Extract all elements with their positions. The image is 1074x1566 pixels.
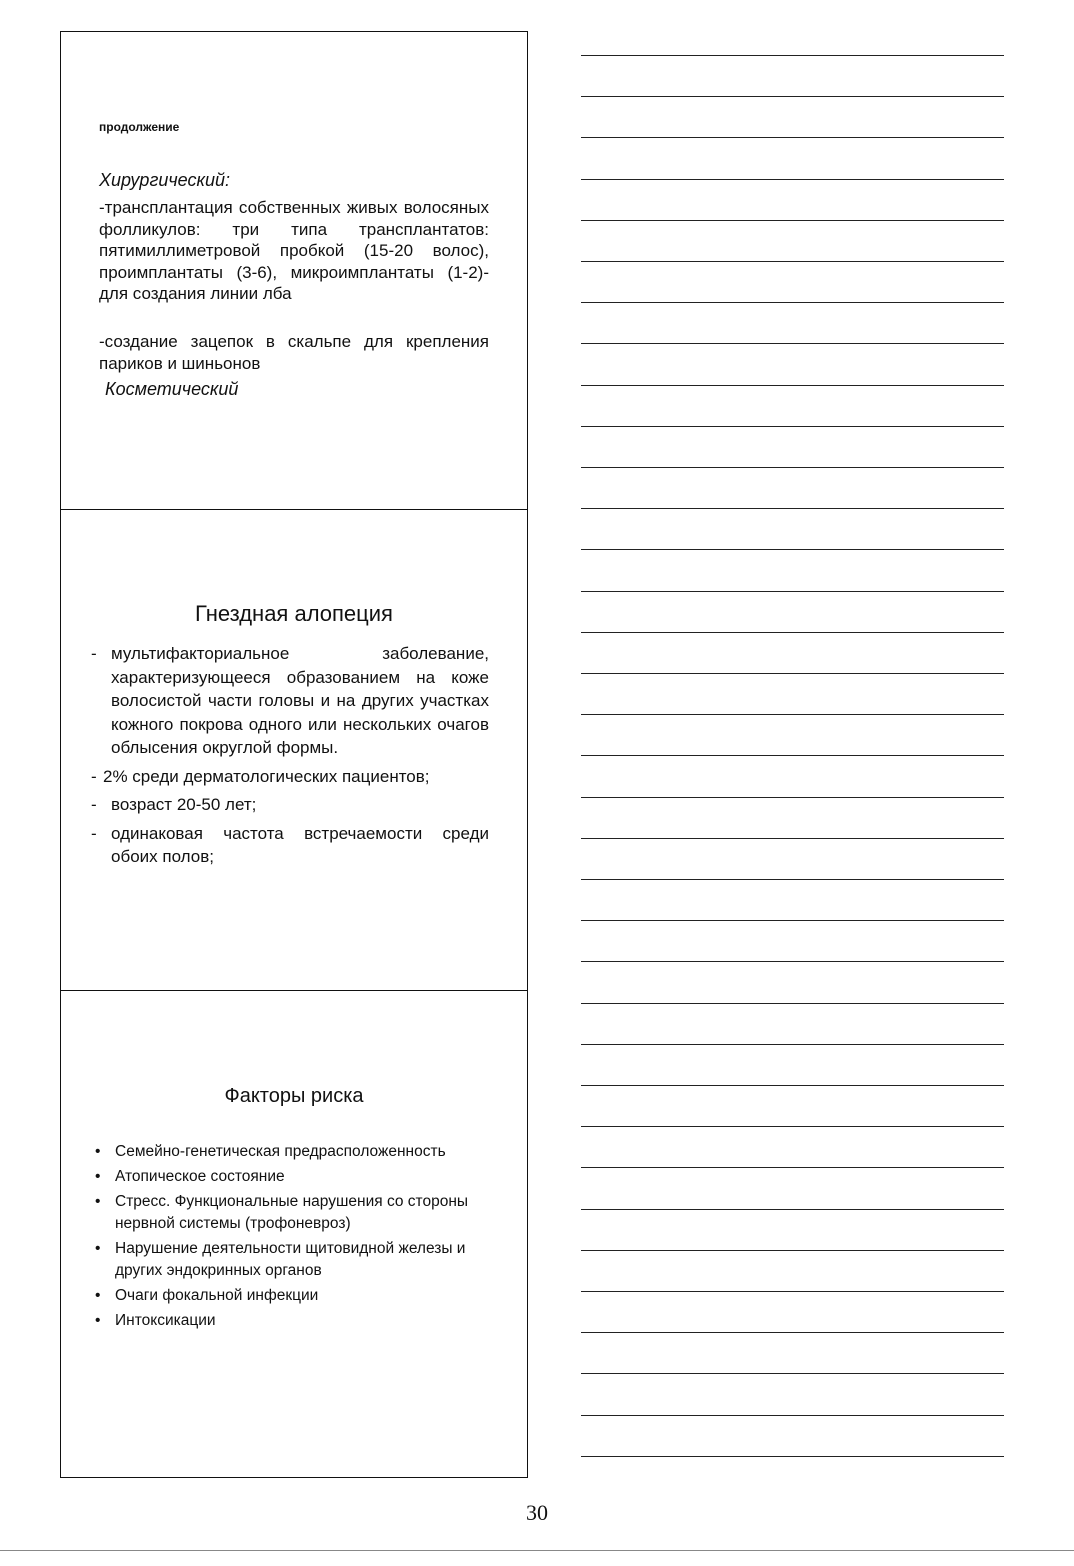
note-line: [581, 302, 1004, 303]
note-line: [581, 714, 1004, 715]
slide-surgical-treatment: [60, 31, 528, 510]
bullet-icon: •: [95, 1168, 101, 1185]
note-line: [581, 1209, 1004, 1210]
list-item: • Стресс. Функциональные нарушения со стороны нервной системы (трофоневроз): [95, 1193, 469, 1232]
note-line: [581, 838, 1004, 839]
list-item: • Атопическое состояние: [95, 1166, 495, 1188]
slide-alopecia-areata: [60, 509, 528, 991]
note-line: [581, 1044, 1004, 1045]
note-line: [581, 1250, 1004, 1251]
note-line: [581, 591, 1004, 592]
note-line: [581, 343, 1004, 344]
risk-factor-list: [95, 1141, 495, 1335]
note-line: [581, 1373, 1004, 1374]
note-line: [581, 261, 1004, 262]
list-item: • Очаги фокальной инфекции: [95, 1285, 495, 1307]
note-line: [581, 879, 1004, 880]
continuation-label: продолжение: [99, 120, 180, 134]
note-line: [581, 426, 1004, 427]
list-item: - возраст 20-50 лет;: [91, 795, 257, 814]
note-line: [581, 1332, 1004, 1333]
bullet-icon: •: [95, 1312, 101, 1329]
note-line: [581, 1003, 1004, 1004]
list-item: • Нарушение деятельности щитовидной железы и других эндокринных органов: [95, 1240, 466, 1279]
note-line: [581, 1126, 1004, 1127]
list-item: • Семейно-генетическая предрасположенность: [95, 1141, 495, 1163]
note-line: [581, 96, 1004, 97]
surgical-heading: Хирургический:: [99, 170, 230, 190]
scalp-hooks-paragraph: -создание зацепок в скальпе для крепления париков и шиньонов: [99, 332, 489, 373]
list-item: - 2% среди дерматологических пациентов;: [91, 766, 430, 786]
bullet-icon: •: [95, 1143, 101, 1160]
cosmetic-heading: Косметический: [105, 379, 239, 399]
note-line: [581, 1291, 1004, 1292]
bullet-icon: •: [95, 1193, 101, 1210]
note-line: [581, 467, 1004, 468]
slide-title: Гнездная алопеция: [195, 601, 393, 626]
slide-risk-factors: [60, 990, 528, 1478]
note-line: [581, 220, 1004, 221]
note-line: [581, 673, 1004, 674]
note-line: [581, 385, 1004, 386]
definition-list: [91, 642, 489, 874]
note-line: [581, 1456, 1004, 1457]
list-item: - мультифакториальное заболевание, характеризующееся образованием на коже волосистой части головы и на других участках кожного покрова одного или нескольких очагов облысения округлой формы.: [91, 644, 489, 757]
note-line: [581, 961, 1004, 962]
note-line: [581, 137, 1004, 138]
list-item: - одинаковая частота встречаемости среди обоих полов;: [91, 823, 489, 866]
note-line: [581, 549, 1004, 550]
note-line: [581, 55, 1004, 56]
bullet-icon: •: [95, 1287, 101, 1304]
transplant-paragraph: -трансплантация собственных живых волосяных фолликулов: три типа трансплантатов: пятимиллиметровой пробкой (15-20 волос), проимплантаты (3-6), микроимплантаты (1-2)-для создания линии лба: [99, 198, 489, 303]
note-line: [581, 1085, 1004, 1086]
note-line: [581, 179, 1004, 180]
note-line: [581, 1167, 1004, 1168]
note-line: [581, 920, 1004, 921]
note-line: [581, 797, 1004, 798]
note-line: [581, 632, 1004, 633]
note-line: [581, 1415, 1004, 1416]
note-line: [581, 508, 1004, 509]
page-number: 30: [526, 1500, 548, 1525]
bullet-icon: •: [95, 1240, 101, 1257]
bottom-divider: [0, 1550, 1074, 1551]
slide-title: Факторы риска: [224, 1085, 364, 1107]
list-item: • Интоксикации: [95, 1310, 495, 1332]
note-line: [581, 755, 1004, 756]
